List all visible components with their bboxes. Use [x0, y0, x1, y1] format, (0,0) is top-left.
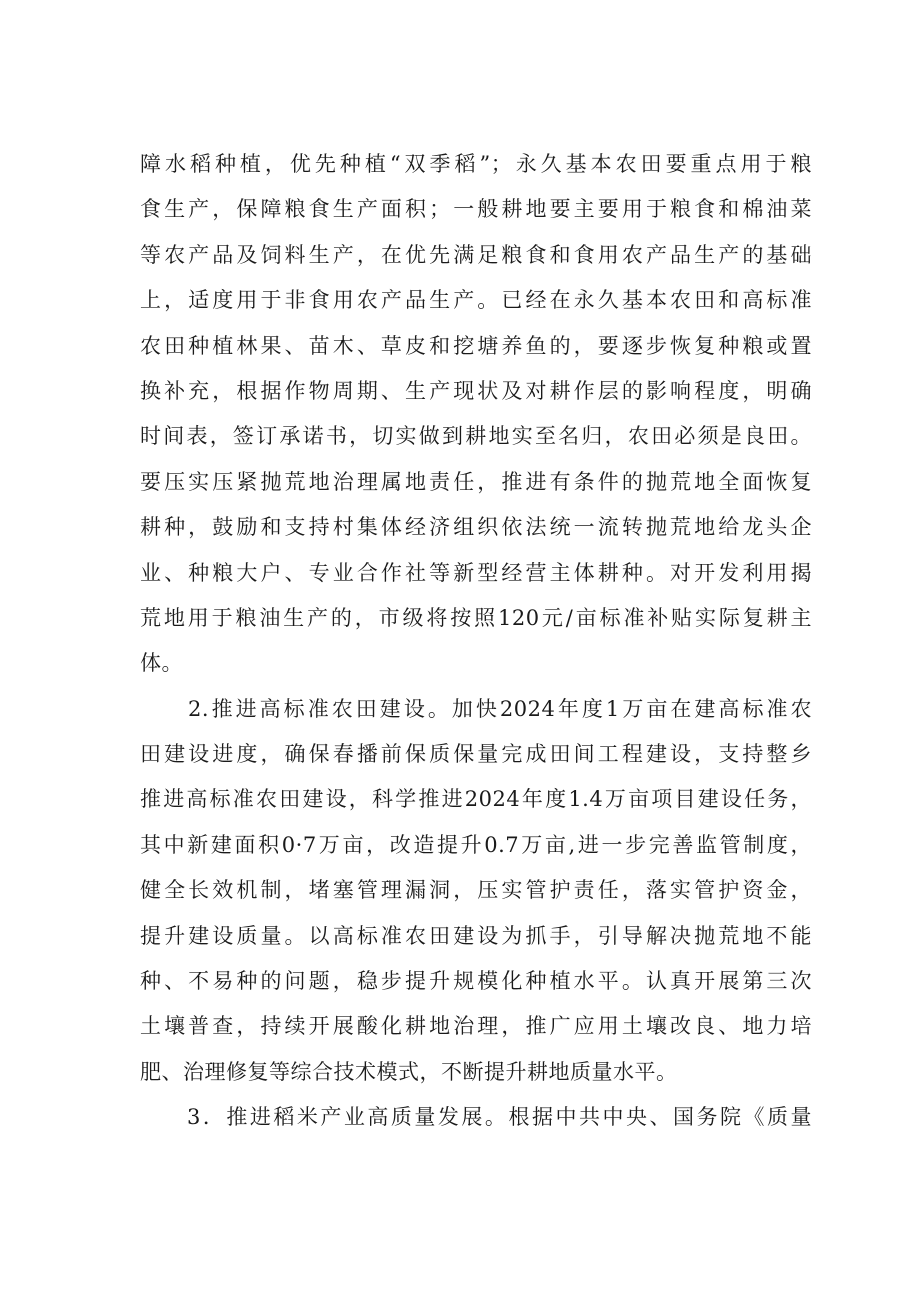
- text-line: 耕种，鼓励和支持村集体经济组织依法统一流转抛荒地给龙头企: [140, 515, 812, 540]
- text-line: 换补充，根据作物周期、生产现状及对耕作层的影响程度，明确: [140, 378, 812, 403]
- text-line: 农田种植林果、苗木、草皮和挖塘养鱼的，要逐步恢复种粮或置: [140, 333, 812, 358]
- text-line: 体。: [140, 651, 183, 676]
- text-line: 健全长效机制，堵塞管理漏洞，压实管护责任，落实管护资金，: [140, 878, 812, 903]
- text-line: 土壤普查，持续开展酸化耕地治理，推广应用土壤改良、地力培: [140, 1014, 812, 1039]
- text-line: 种、不易种的问题，稳步提升规模化种植水平。认真开展第三次: [140, 969, 812, 994]
- text-line: 业、种粮大户、专业合作社等新型经营主体耕种。对开发利用揭: [140, 560, 812, 585]
- text-line: 食生产，保障粮食生产面积；一般耕地要主要用于粮食和棉油菜: [140, 197, 812, 222]
- text-line: 荒地用于粮油生产的，市级将按照120元/亩标准补贴实际复耕主: [140, 605, 812, 630]
- text-line: 提升建设质量。以高标准农田建设为抓手，引导解决抛荒地不能: [140, 923, 812, 948]
- text-line: 等农产品及饲料生产，在优先满足粮食和食用农产品生产的基础: [140, 242, 812, 267]
- text-line: 2.推进高标准农田建设。加快2024年度1万亩在建高标准农: [140, 696, 812, 721]
- text-line: 3．推进稻米产业高质量发展。根据中共中央、国务院《质量: [140, 1105, 812, 1130]
- text-line: 田建设进度，确保春播前保质保量完成田间工程建设，支持整乡: [140, 742, 812, 767]
- text-line: 推进高标准农田建设，科学推进2024年度1.4万亩项目建设任务，: [140, 787, 812, 812]
- text-line: 时间表，签订承诺书，切实做到耕地实至名归，农田必须是良田。: [140, 424, 812, 449]
- text-line: 上，适度用于非食用农产品生产。已经在永久基本农田和高标准: [140, 288, 812, 313]
- document-body: [140, 142, 812, 1141]
- text-line: 肥、治理修复等综合技术模式，不断提升耕地质量水平。: [140, 1059, 678, 1084]
- text-line: 要压实压紧抛荒地治理属地责任，推进有条件的抛荒地全面恢复: [140, 469, 812, 494]
- text-line: 其中新建面积0·7万亩，改造提升0.7万亩,进一步完善监管制度，: [140, 832, 812, 857]
- text-line: 障水稻种植，优先种植“双季稻”；永久基本农田要重点用于粮: [140, 152, 812, 176]
